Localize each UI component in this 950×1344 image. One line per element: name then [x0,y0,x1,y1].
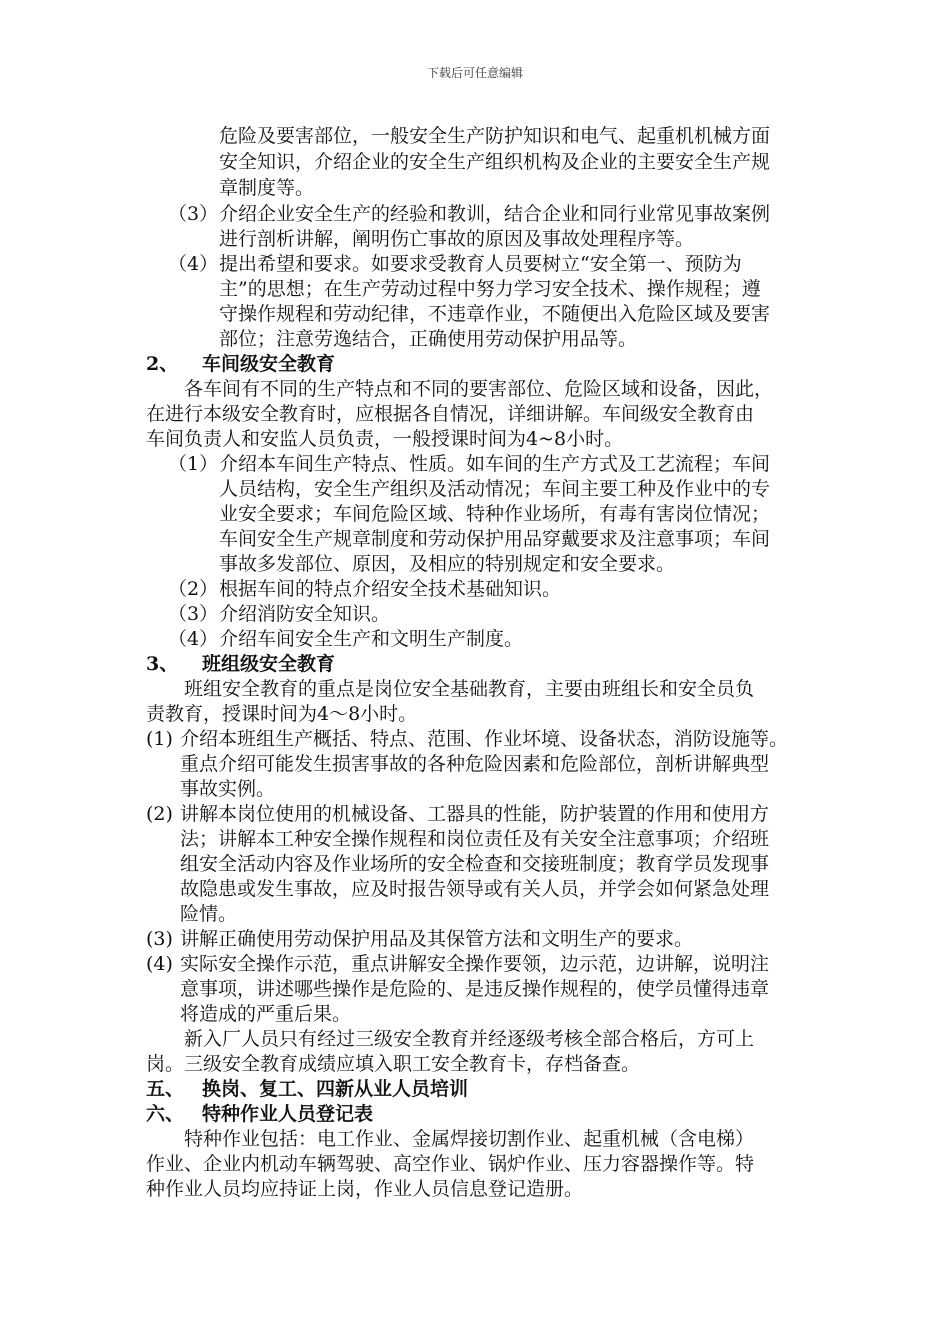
text-line: 车间安全生产规章制度和劳动保护用品穿戴要求及注意事项；车间 [219,528,771,550]
text-line: 人员结构，安全生产组织及活动情况；车间主要工种及作业中的专 [219,478,771,500]
list-number: （1） [168,453,219,475]
section-number: 六、 [146,1103,185,1125]
text-line: 特种作业包括：电工作业、金属焊接切割作业、起重机械（含电梯） [184,1128,755,1150]
text-line: 险情。 [180,903,238,925]
list-number: （3） [168,603,219,625]
text-line: 介绍企业安全生产的经验和教训，结合企业和同行业常见事故案例 [219,203,771,225]
text-line: 作业、企业内机动车辆驾驶、高空作业、锅炉作业、压力容器操作等。特 [146,1153,755,1175]
section-number: 3、 [146,653,179,675]
text-line: 进行剖析讲解，阐明伤亡事故的原因及事故处理程序等。 [219,228,695,250]
text-line: 主”的思想；在生产劳动过程中努力学习安全技术、操作规程；遵 [219,278,761,300]
section-heading: 特种作业人员登记表 [202,1103,374,1125]
section-heading: 车间级安全教育 [202,353,336,375]
section-number: 五、 [146,1078,185,1100]
text-line: 意事项，讲述哪些操作是危险的、是违反操作规程的，使学员懂得违章 [180,978,770,1000]
text-line: 故隐患或发生事故，应及时报告领导或有关人员，并学会如何紧急处理 [180,878,770,900]
list-number: (2) [146,803,173,825]
text-line: 安全知识，介绍企业的安全生产组织机构及企业的主要安全生产规 [219,151,771,173]
text-line: 新入厂人员只有经过三级安全教育并经逐级考核全部合格后，方可上 [184,1028,755,1050]
text-line: 业安全要求；车间危险区域、特种作业场所，有毒有害岗位情况； [219,503,771,525]
list-number: （4） [168,253,219,275]
text-line: 在进行本级安全教育时，应根据各自情况，详细讲解。车间级安全教育由 [146,403,755,425]
list-number: (4) [146,953,173,975]
section-heading: 换岗、复工、四新从业人员培训 [202,1078,469,1100]
text-line: 提出希望和要求。如要求受教育人员要树立“安全第一、预防为 [219,253,742,275]
list-number: (1) [146,728,173,750]
text-line: 种作业人员均应持证上岗，作业人员信息登记造册。 [146,1178,584,1200]
list-number: （4） [168,628,219,650]
text-line: 守操作规程和劳动纪律，不违章作业，不随便出入危险区域及要害 [219,303,771,325]
text-line: 介绍本班组生产概括、特点、范围、作业坏境、设备状态，消防设施等。 [180,728,789,750]
text-line: 危险及要害部位，一般安全生产防护知识和电气、起重机机械方面 [219,125,771,147]
text-line: 讲解正确使用劳动保护用品及其保管方法和文明生产的要求。 [180,928,694,950]
text-line: 岗。三级安全教育成绩应填入职工安全教育卡，存档备查。 [146,1053,641,1075]
list-number: (3) [146,928,173,950]
text-line: 事故实例。 [180,778,276,800]
text-line: 组安全活动内容及作业场所的安全检查和交接班制度；教育学员发现事 [180,853,770,875]
list-number: （3） [168,203,219,225]
text-line: 介绍消防安全知识。 [219,603,391,625]
section-heading: 班组级安全教育 [202,653,336,675]
text-line: 根据车间的特点介绍安全技术基础知识。 [219,578,562,600]
text-line: 车间负责人和安监人员负责，一般授课时间为4~8小时。 [146,428,624,450]
text-line: 部位；注意劳逸结合，正确使用劳动保护用品等。 [219,328,638,350]
page-header-note: 下载后可任意编辑 [426,66,523,80]
text-line: 实际安全操作示范，重点讲解安全操作要领，边示范，边讲解，说明注 [180,953,770,975]
text-line: 事故多发部位、原因，及相应的特别规定和安全要求。 [219,553,676,575]
text-line: 讲解本岗位使用的机械设备、工器具的性能，防护装置的作用和使用方 [180,803,770,825]
text-line: 介绍车间安全生产和文明生产制度。 [219,628,524,650]
text-line: 各车间有不同的生产特点和不同的要害部位、危险区域和设备，因此， [184,378,774,400]
text-line: 班组安全教育的重点是岗位安全基础教育，主要由班组长和安全员负 [184,678,755,700]
list-number: （2） [168,578,219,600]
text-line: 责教育，授课时间为4～8小时。 [146,703,418,725]
text-line: 介绍本车间生产特点、性质。如车间的生产方式及工艺流程；车间 [219,453,771,475]
text-line: 法；讲解本工种安全操作规程和岗位责任及有关安全注意事项；介绍班 [180,828,770,850]
text-line: 重点介绍可能发生损害事故的各种危险因素和危险部位，剖析讲解典型 [180,753,770,775]
section-number: 2、 [146,353,179,375]
text-line: 将造成的严重后果。 [180,1003,352,1025]
text-line: 章制度等。 [219,177,315,199]
